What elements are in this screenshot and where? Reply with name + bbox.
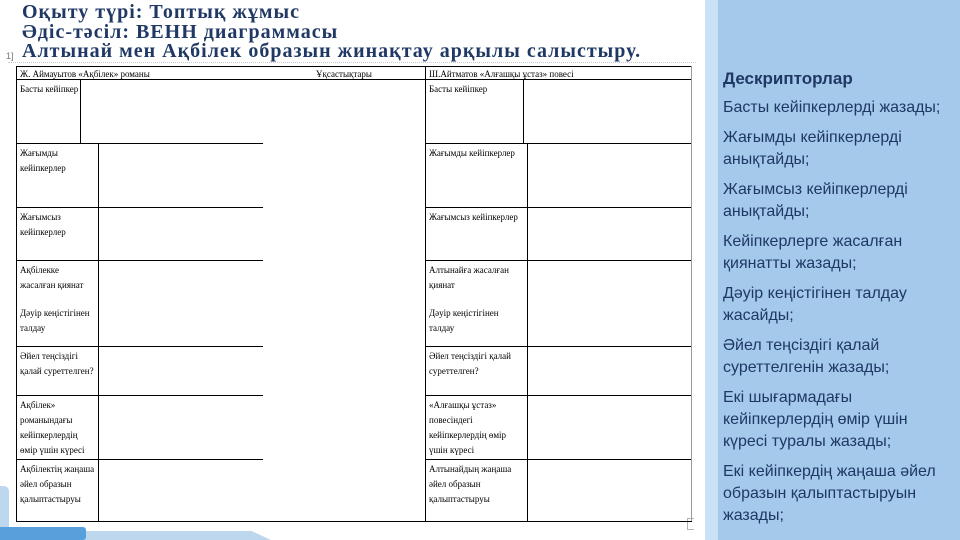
descriptor-item: Екі кейіпкердің жаңаша әйел образын қалыптастыруын жазады; bbox=[723, 463, 936, 524]
descriptors-content bbox=[723, 68, 951, 535]
table-border-line bbox=[98, 143, 99, 521]
table-border-line bbox=[16, 346, 263, 347]
descriptors-panel bbox=[718, 0, 960, 540]
embedded-image-top-edge bbox=[8, 62, 696, 63]
row-label-right-new-image: Алтынайдың жаңаша әйел образын қалыптастыруы bbox=[429, 464, 512, 504]
row-label-right-positive-characters: Жағымды кейіпкерлер bbox=[429, 148, 515, 158]
table-header-similarities: Ұқсастықтары bbox=[316, 69, 372, 79]
row-label-right-era-analysis: Дәуір кеңістігінен талдау bbox=[429, 308, 499, 333]
title-line-1: Оқыту түрі: Топтық жұмыс bbox=[22, 1, 300, 23]
descriptor-item: Екі шығармадағы кейіпкерлердің өмір үшін күресі туралы жазады; bbox=[723, 389, 908, 450]
table-border-line bbox=[527, 143, 528, 521]
descriptor-item: Басты кейіпкерлерді жазады; bbox=[723, 99, 941, 116]
table-border-line bbox=[425, 143, 692, 144]
slide-title bbox=[22, 3, 641, 62]
row-label-right-inequality: Әйел теңсіздігі қалай суреттелген? bbox=[429, 351, 511, 376]
table-border-line bbox=[691, 66, 692, 521]
table-border-line bbox=[16, 395, 263, 396]
sidebar-strip bbox=[705, 0, 718, 540]
descriptor-item: Дәуір кеңістігінен талдау жасайды; bbox=[723, 285, 907, 324]
deco-bottom-bar-light bbox=[55, 531, 271, 540]
title-line-2: Әдіс-тәсіл: ВЕНН диаграммасы bbox=[22, 20, 339, 43]
descriptor-item: Жағымды кейіпкерлерді анықтайды; bbox=[723, 129, 902, 168]
row-label-right-injustice: Алтынайға жасалған қиянат bbox=[429, 265, 509, 290]
row-label-left-negative-characters: Жағымсыз кейіпкерлер bbox=[20, 212, 66, 237]
row-label-left-main-character: Басты кейіпкер bbox=[20, 84, 79, 94]
descriptors-heading: Дескрипторлар bbox=[723, 69, 853, 88]
deco-left-strip bbox=[0, 486, 9, 533]
title-line-3: Алтынай мен Ақбілек образын жинақтау арқылы салыстыру. bbox=[22, 40, 642, 62]
row-label-left-era-analysis: Дәуір кеңістігінен талдау bbox=[20, 308, 90, 333]
table-border-line bbox=[16, 207, 263, 208]
table-header-left-work: Ж. Аймауытов «Ақбілек» романы bbox=[20, 69, 150, 79]
row-label-left-new-image: Ақбілектің жаңаша әйел образын қалыптастыруы bbox=[20, 464, 95, 504]
row-label-left-inequality: Әйел теңсіздігі қалай суреттелген? bbox=[20, 351, 94, 376]
table-border-line bbox=[16, 521, 692, 522]
descriptor-item: Әйел теңсіздігі қалай суреттелгенін жазады; bbox=[723, 337, 890, 376]
table-border-line bbox=[425, 207, 692, 208]
descriptor-item: Жағымсыз кейіпкерлерді анықтайды; bbox=[723, 181, 908, 220]
descriptor-item: Кейіпкерлерге жасалған қиянатты жазады; bbox=[723, 233, 903, 272]
table-border-line bbox=[425, 346, 692, 347]
table-border-line bbox=[16, 459, 263, 460]
deco-bottom-bar-dark bbox=[0, 527, 86, 540]
table-border-line bbox=[425, 260, 692, 261]
comparison-table bbox=[16, 66, 692, 522]
row-label-right-main-character: Басты кейіпкер bbox=[429, 84, 488, 94]
table-border-line bbox=[425, 66, 426, 521]
table-border-line bbox=[16, 260, 263, 261]
row-label-left-positive-characters: Жағымды кейіпкерлер bbox=[20, 148, 66, 173]
row-label-left-struggle: Ақбілек» романындағы кейіпкерлердің өмір үшін күресі bbox=[20, 400, 85, 455]
table-header-right-work: Ш.Айтматов «Алғашқы ұстаз» повесі bbox=[429, 69, 574, 79]
table-border-line bbox=[425, 459, 692, 460]
row-label-left-injustice: Ақбілекке жасалған қиянат bbox=[20, 265, 84, 290]
table-border-line bbox=[16, 143, 263, 144]
row-label-right-negative-characters: Жағымсыз кейіпкерлер bbox=[429, 212, 518, 222]
table-border-line bbox=[425, 395, 692, 396]
row-label-right-struggle: «Алғашқы ұстаз» повесіндегі кейіпкерлердің өмір үшін күресі bbox=[429, 400, 507, 455]
comment-anchor-mark: 1] bbox=[6, 51, 14, 61]
table-border-line bbox=[16, 66, 17, 522]
